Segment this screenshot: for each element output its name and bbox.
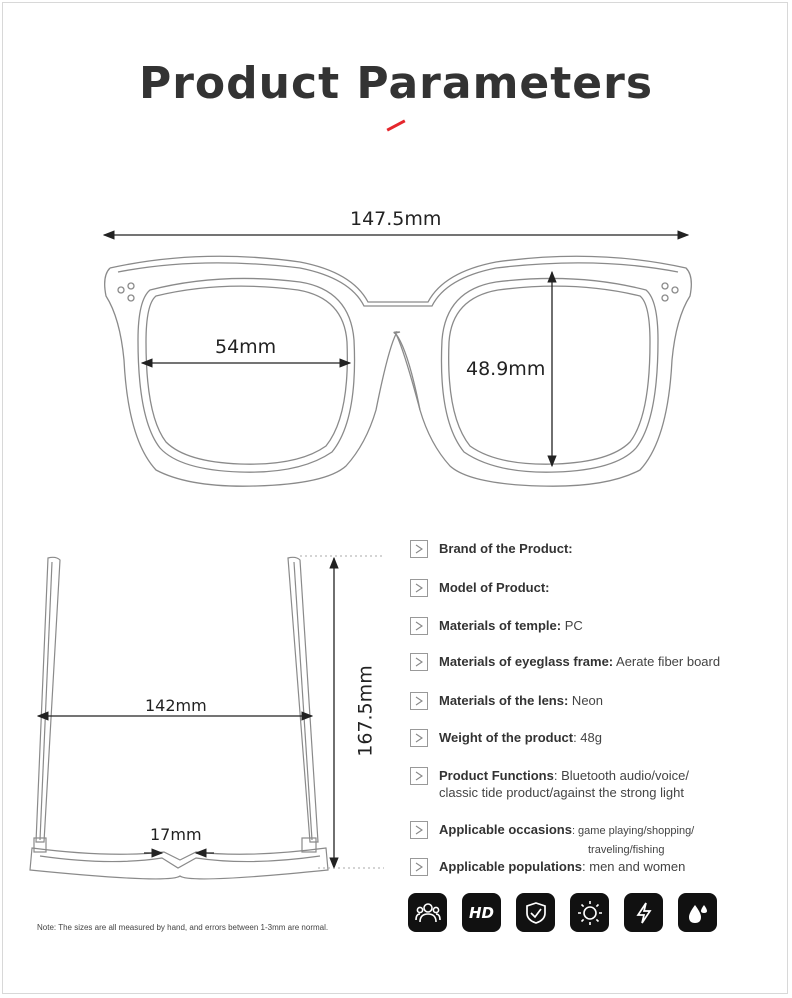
sun-icon — [570, 893, 609, 932]
temple-length-label: 167.5mm — [354, 665, 377, 757]
feature-icons — [408, 893, 732, 932]
spec-row-frame-material — [410, 653, 720, 671]
shield-check-icon — [516, 893, 555, 932]
spec-value-continued: classic tide product/against the strong light — [439, 785, 684, 800]
spec-label: Applicable populations — [439, 859, 583, 874]
spec-label: Applicable occasions — [439, 822, 572, 837]
chevron-right-icon — [410, 821, 428, 839]
spec-value: : 48g — [573, 730, 602, 745]
chevron-right-icon — [410, 858, 428, 876]
spec-row-temple-material — [410, 617, 583, 635]
spec-value: : game playing/shopping/ — [571, 825, 695, 837]
page-title: Product Parameters — [138, 58, 654, 109]
inner-width-label: 142mm — [145, 696, 207, 715]
lightning-icon — [624, 893, 663, 932]
front-view-glasses — [105, 256, 692, 486]
spec-label: Product Functions — [439, 768, 554, 783]
spec-value: Neon — [568, 693, 604, 708]
chevron-right-icon — [410, 767, 428, 785]
measurement-note: Note: The sizes are all measured by hand, and errors between 1-3mm are normal. — [37, 923, 329, 932]
spec-row-functions — [410, 767, 689, 801]
water-drop-icon — [678, 893, 717, 932]
spec-row-model — [410, 579, 550, 597]
chevron-right-icon — [410, 653, 428, 671]
spec-label: Model of Product: — [439, 580, 550, 595]
lens-height-label: 48.9mm — [466, 358, 546, 380]
spec-value: : men and women — [582, 859, 686, 874]
spec-row-weight — [410, 729, 602, 747]
spec-label: Materials of the lens: — [439, 693, 569, 708]
spec-row-lens-material — [410, 692, 603, 710]
spec-label: Weight of the product — [439, 730, 574, 745]
spec-row-occasions — [410, 821, 694, 859]
chevron-right-icon — [410, 617, 428, 635]
spec-value-continued: traveling/fishing — [588, 844, 665, 856]
lens-width-label: 54mm — [215, 336, 277, 358]
chevron-right-icon — [410, 540, 428, 558]
spec-value: PC — [561, 618, 583, 633]
spec-label: Materials of eyeglass frame: — [439, 654, 614, 669]
spec-label: Brand of the Product: — [439, 541, 573, 556]
spec-value: : Bluetooth audio/voice/ — [553, 768, 689, 783]
spec-row-brand — [410, 540, 573, 558]
chevron-right-icon — [410, 729, 428, 747]
chevron-right-icon — [410, 579, 428, 597]
spec-value: Aerate fiber board — [613, 654, 721, 669]
spec-row-populations — [410, 858, 685, 876]
front-width-label: 147.5mm — [350, 208, 442, 230]
hd-icon: HD — [462, 893, 501, 932]
chevron-right-icon — [410, 692, 428, 710]
spec-label: Materials of temple: — [439, 618, 562, 633]
people-icon — [408, 893, 447, 932]
bridge-label: 17mm — [150, 825, 202, 844]
